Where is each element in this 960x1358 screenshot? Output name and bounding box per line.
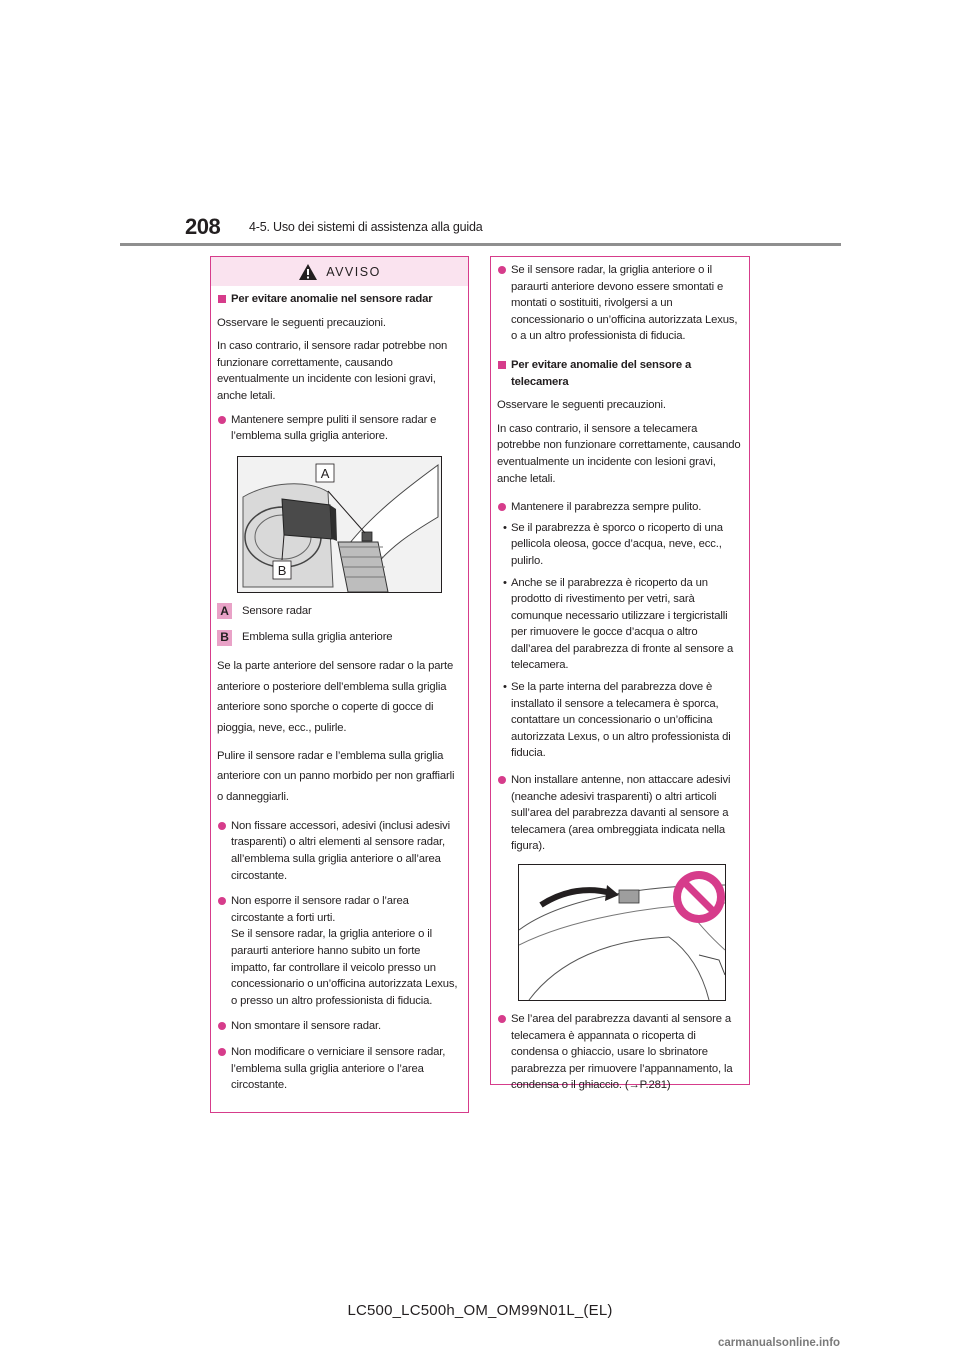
sub-list-item: • Anche se il parabrezza è ricoperto da un prodotto di rivestimento per vetri, sarà comunque necessario utilizzare i tergicristalli per rimuovere le gocce d’acqua o altro dall’area del parabrezza di fronte al sensore a telecamera. <box>503 576 734 672</box>
square-bullet-icon <box>498 361 506 369</box>
paragraph: Osservare le seguenti precauzioni. <box>497 399 666 412</box>
square-bullet-icon <box>218 295 226 303</box>
paragraph: In caso contrario, il sensore a telecamera potrebbe non funzionare correttamente, causando eventualmente un incidente con lesioni gravi, anche letali. <box>497 422 741 485</box>
legend-text-b: Emblema sulla griglia anteriore <box>242 631 393 644</box>
legend-item-b <box>217 629 460 646</box>
round-bullet-icon <box>218 822 226 830</box>
header-rule <box>120 243 841 246</box>
legend-key-a: A <box>217 603 232 619</box>
round-bullet-icon <box>498 266 506 274</box>
sub-list-item: • Se la parte interna del parabrezza dove è installato il sensore a telecamera è sporca, contattare un concessionario o un’officina autorizzata Lexus, o un altro professionista di fiducia. <box>503 681 731 760</box>
paragraph: In caso contrario, il sensore radar potrebbe non funzionare correttamente, causando eventualmente un incidente con lesioni gravi, anche letali. <box>217 340 448 402</box>
list-item: Non smontare il sensore radar. <box>217 1018 460 1035</box>
section-heading <box>217 291 460 308</box>
warning-title: AVVISO <box>326 264 381 279</box>
legend-text-a: Sensore radar <box>242 604 312 617</box>
warning-box <box>210 256 469 1113</box>
list-item: Non modificare o verniciare il sensore radar, l’emblema sulla griglia anteriore o l’area circostante. <box>217 1044 460 1094</box>
figure-label-b: B <box>277 562 287 578</box>
round-bullet-icon <box>218 897 226 905</box>
section-title: 4-5. Uso dei sistemi di assistenza alla guida <box>249 220 483 234</box>
warning-header <box>211 257 468 286</box>
list-item: Se l’area del parabrezza davanti al sensore a telecamera è appannata o ricoperta di condensa o ghiaccio, usare lo sbrinatore parabrezza per rimuovere l’appannamento, la condensa o il ghiaccio. (→P.281) <box>497 1011 741 1094</box>
page-number: 208 <box>185 214 221 239</box>
heading-radar: Per evitare anomalie nel sensore radar <box>231 293 433 305</box>
windshield-illustration <box>519 865 725 1000</box>
paragraph: Se la parte anteriore del sensore radar o la parte anteriore o posteriore dell’emblema sulla griglia anteriore sono sporche o coperte di gocce di pioggia, neve, ecc., pulirle. <box>217 659 454 735</box>
sub-list-item: • Se il parabrezza è sporco o ricoperto di una pellicola oleosa, gocce d’acqua, neve, ecc., pulirlo. <box>503 521 723 567</box>
legend-item-a <box>217 603 460 620</box>
warning-left-content <box>217 291 460 1103</box>
round-bullet-icon <box>218 416 226 424</box>
round-bullet-icon <box>498 776 506 784</box>
round-bullet-icon <box>218 1048 226 1056</box>
radar-sensor-illustration <box>238 457 441 592</box>
watermark: carmanualsonline.info <box>718 1337 841 1349</box>
radar-sensor-figure <box>237 456 442 593</box>
round-bullet-icon <box>498 503 506 511</box>
document-code: LC500_LC500h_OM_OM99N01L_(EL) <box>347 1302 613 1319</box>
warning-box-continued <box>490 256 750 1092</box>
list-item: Non esporre il sensore radar o l’area circostante a forti urti. Se il sensore radar, la griglia anteriore o il paraurti anteriore hanno subito un forte impatto, far controllare il veicolo presso un concessionario o un’officina autorizzata Lexus, o presso un altro professionista di fiducia. <box>217 893 460 1009</box>
list-item: Se il sensore radar, la griglia anteriore o il paraurti anteriore devono essere smontati e montati o sostituiti, rivolgersi a un concessionario o un’officina autorizzata Lexus, o a un altro professionista di fiducia. <box>497 262 741 345</box>
round-bullet-icon <box>218 1022 226 1030</box>
paragraph: Pulire il sensore radar e l’emblema sulla griglia anteriore con un panno morbido per non graffiarli o danneggiarli. <box>217 749 455 804</box>
warning-right-content <box>497 262 741 1103</box>
list-item: Mantenere il parabrezza sempre pulito. <box>497 499 741 516</box>
list-item: Non fissare accessori, adesivi (inclusi adesivi trasparenti) o altri elementi al sensore radar, all’emblema sulla griglia anteriore o all’area circostante. <box>217 818 460 884</box>
paragraph: Osservare le seguenti precauzioni. <box>217 316 386 329</box>
list-item: Mantenere sempre puliti il sensore radar e l’emblema sulla griglia anteriore. <box>217 412 460 445</box>
legend-key-b: B <box>217 630 232 646</box>
warning-triangle-icon <box>298 263 318 281</box>
round-bullet-icon <box>498 1015 506 1023</box>
figure-label-a: A <box>320 465 330 481</box>
list-item: Non installare antenne, non attaccare adesivi (neanche adesivi trasparenti) o altri articoli sull’area del parabrezza davanti al sensore a telecamera (area ombreggiata indicata nella figura). <box>497 772 741 855</box>
section-heading <box>497 357 741 390</box>
heading-camera: Per evitare anomalie del sensore a telecamera <box>511 358 692 388</box>
windshield-figure <box>518 864 726 1001</box>
